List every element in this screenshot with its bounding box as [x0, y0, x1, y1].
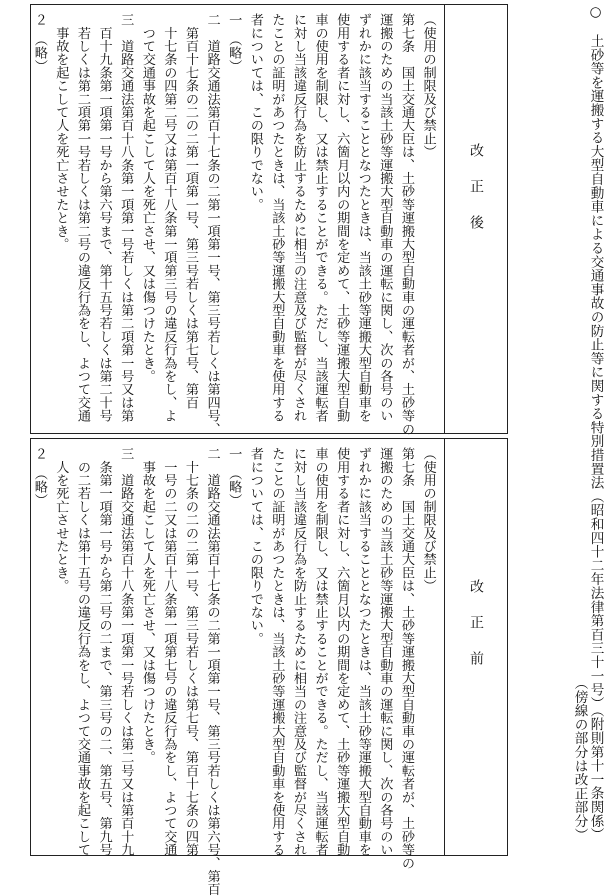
- before-text-line: 一号の二又は第百十八条第一項第七号の違反行為をし、よつて交通: [161, 447, 177, 857]
- before-text-line: 人を死亡させたとき。: [53, 447, 69, 593]
- before-text-line: に対し当該違反行為を防止するために相当の注意及び監督が尽くされ: [291, 447, 306, 857]
- after-header-cell: [444, 5, 507, 433]
- before-text-line: 運搬のための当該土砂等運搬大型自動車の運転に関し、次の各号のい: [377, 447, 393, 857]
- before-text-line: （使用の制限及び禁止）: [420, 447, 436, 593]
- before-text-line: たことの証明があつたときは、当該土砂等運搬大型自動車を使用する: [269, 447, 285, 857]
- after-amendment-pane: [30, 4, 508, 434]
- after-text-line: たことの証明があつたときは、当該土砂等運搬大型自動車を使用する: [269, 13, 285, 423]
- before-header-cell: [444, 439, 507, 855]
- before-text-line: の二若しくは第十五号の違反行為をし、よつて交通事故を起こして: [75, 447, 90, 857]
- before-text-line: 事故を起こして人を死亡させ、又は傷つけたとき。: [139, 447, 155, 764]
- after-text-line: ２ （略）: [31, 13, 47, 73]
- after-text-line: 一 （略）: [226, 13, 242, 73]
- after-text-line: つて交通事故を起こして人を死亡させ、又は傷つけたとき。: [139, 13, 155, 383]
- after-text-line: 車の使用を制限し、又は禁止することができる。ただし、当該運転者: [312, 13, 328, 423]
- after-text-line: 二 道路交通法第百十七条の二第一項第一号、第三号若しくは第四号、: [204, 13, 220, 436]
- after-text-line: に対し当該違反行為を防止するために相当の注意及び監督が尽くされ: [291, 13, 306, 423]
- before-amendment-pane: [30, 438, 508, 896]
- after-text-line: 第七条 国土交通大臣は、土砂等運搬大型自動車の運転者が、土砂等の: [399, 13, 414, 436]
- after-text-line: 運搬のための当該土砂等運搬大型自動車の運転に関し、次の各号のい: [377, 13, 393, 423]
- after-text-line: 事故を起こして人を死亡させたとき。: [53, 13, 69, 251]
- before-text-line: 三 道路交通法第百十八条第一項第一号若しくは第二号又は第百十九: [118, 447, 134, 857]
- after-text-line: 若しくは第二項第一号若しくは第二号の違反行為をし、よつて交通: [75, 13, 90, 423]
- law-title: ○ 土砂等を運搬する大型自動車による交通事故の防止等に関する特別措置法（昭和四十二年法律第百三十一号）（附則第十一条関係）: [587, 4, 604, 842]
- after-text-line: 百十九条第一項第一号から第六号まで、第十五号若しくは第二十号: [96, 13, 112, 423]
- after-text-line: 使用する者に対し、六箇月以内の期間を定めて、土砂等運搬大型自動: [334, 13, 350, 423]
- before-text-body: [31, 439, 445, 896]
- before-text-line: 者については、この限りでない。: [247, 447, 263, 645]
- after-text-line: 第百十七条の二の二第一項第一号、第三号若しくは第七号、第百: [183, 13, 198, 409]
- before-text-line: 十七条の二の二第一号、第三号若しくは第七号、第百十七条の四第: [183, 447, 198, 857]
- after-text-line: ずれかに該当することとなつたときは、当該土砂等運搬大型自動車を: [355, 13, 371, 423]
- after-text-line: 三 道路交通法第百十八条第一項第一号若しくは第二項第一号又は第: [118, 13, 134, 423]
- before-text-line: 二 道路交通法第百十七条の二第一項第一号、第三号若しくは第六号、第百: [204, 447, 220, 896]
- amendment-note: （傍線の部分は改正部分）: [571, 676, 588, 842]
- before-text-line: 一 （略）: [226, 447, 242, 507]
- before-text-line: ずれかに該当することとなつたときは、当該土砂等運搬大型自動車を: [355, 447, 371, 857]
- after-text-body: [31, 5, 445, 436]
- before-text-line: 使用する者に対し、六箇月以内の期間を定めて、土砂等運搬大型自動: [334, 447, 350, 857]
- after-text-line: （使用の制限及び禁止）: [420, 13, 436, 159]
- before-header-label: 改正前: [468, 579, 484, 687]
- before-text-line: 車の使用を制限し、又は禁止することができる。ただし、当該運転者: [312, 447, 328, 857]
- after-text-line: 十七条の四第二号又は第百十八条第一項第三号の違反行為をし、よ: [161, 13, 177, 423]
- after-text-line: 者については、この限りでない。: [247, 13, 263, 211]
- before-text-line: 条第一項第一号から第二号の二まで、第三号の二、第五号、第九号: [96, 447, 112, 857]
- after-header-label: 改正後: [468, 143, 484, 251]
- before-text-line: 第七条 国土交通大臣は、土砂等運搬大型自動車の運転者が、土砂等の: [399, 447, 414, 870]
- before-text-line: ２ （略）: [31, 447, 47, 507]
